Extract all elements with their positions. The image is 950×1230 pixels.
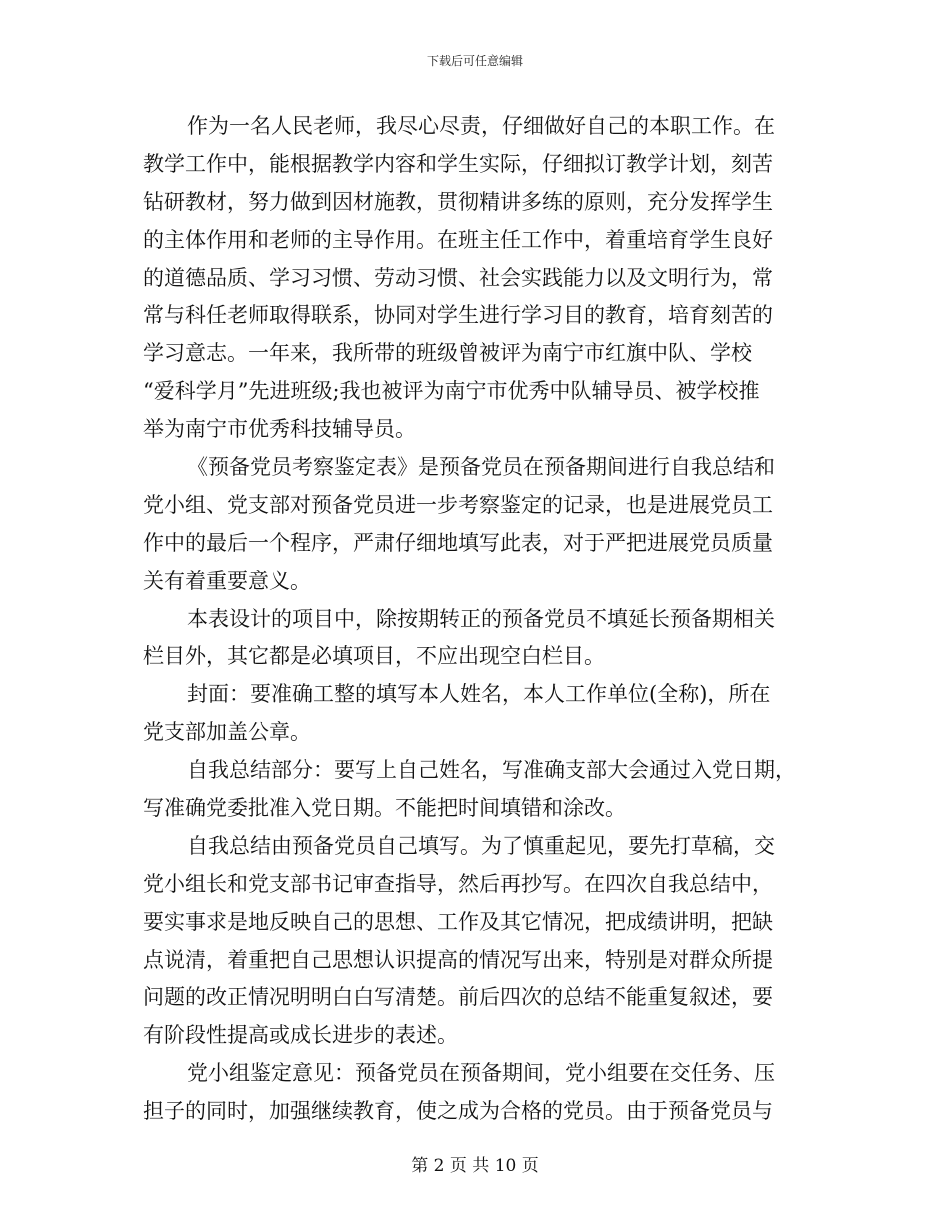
paragraph-line: 封面：要准确工整的填写本人姓名，本人工作单位(全称)，所在 <box>187 682 771 707</box>
paragraph-line: 教学工作中，能根据教学内容和学生实际，仔细拟订教学计划，刻苦 <box>143 151 773 176</box>
paragraph-line: 的主体作用和老师的主导作用。在班主任工作中，着重培育学生良好 <box>143 227 773 252</box>
paragraph-line: 本表设计的项目中，除按期转正的预备党员不填延长预备期相关 <box>187 606 775 631</box>
paragraph-line: 关有着重要意义。 <box>143 568 311 593</box>
paragraph-line: 问题的改正情况明明白白写清楚。前后四次的总结不能重复叙述，要 <box>143 985 773 1010</box>
paragraph-line: 作为一名人民老师，我尽心尽责，仔细做好自己的本职工作。在 <box>187 114 775 138</box>
document-body <box>143 108 811 1131</box>
paragraph-line: 党小组长和党支部书记审查指导，然后再抄写。在四次自我总结中， <box>143 871 773 896</box>
page-number-footer: 第 2 页 共 10 页 <box>411 1156 539 1176</box>
paragraph-line: 钻研教材，努力做到因材施教，贯彻精讲多练的原则，充分发挥学生 <box>143 189 773 214</box>
paragraph-line: 栏目外，其它都是必填项目，不应出现空白栏目。 <box>143 644 605 669</box>
paragraph-line: 学习意志。一年来，我所带的班级曾被评为南宁市红旗中队、学校 <box>143 341 752 366</box>
paragraph-line: 点说清，着重把自己思想认识提高的情况写出来，特别是对群众所提 <box>143 947 773 972</box>
paragraph-line: 自我总结部分：要写上自己姓名，写准确支部大会通过入党日期， <box>187 758 796 783</box>
paragraph-line: 党小组、党支部对预备党员进一步考察鉴定的记录，也是进展党员工 <box>143 492 773 517</box>
paragraph-line: 《预备党员考察鉴定表》是预备党员在预备期间进行自我总结和 <box>187 455 775 480</box>
page-header: 下载后可任意编辑 <box>426 54 523 68</box>
paragraph-line: 党支部加盖公章。 <box>143 720 311 745</box>
paragraph-line: 写准确党委批准入党日期。不能把时间填错和涂改。 <box>143 796 626 821</box>
paragraph-line: 作中的最后一个程序，严肃仔细地填写此表，对于严把进展党员质量 <box>143 530 773 555</box>
paragraph-line: 的道德品质、学习习惯、劳动习惯、社会实践能力以及文明行为，常 <box>143 265 773 290</box>
paragraph-line: “爱科学月”先进班级;我也被评为南宁市优秀中队辅导员、被学校推 <box>143 379 760 404</box>
paragraph-line: 举为南宁市优秀科技辅导员。 <box>143 417 416 442</box>
paragraph-line: 自我总结由预备党员自己填写。为了慎重起见，要先打草稿，交 <box>187 833 775 858</box>
paragraph-line: 常与科任老师取得联系，协同对学生进行学习目的教育，培育刻苦的 <box>143 303 773 328</box>
paragraph-line: 要实事求是地反映自己的思想、工作及其它情况，把成绩讲明，把缺 <box>143 909 773 934</box>
paragraph-line: 党小组鉴定意见：预备党员在预备期间，党小组要在交任务、压 <box>187 1061 775 1086</box>
paragraph-line: 有阶段性提高或成长进步的表述。 <box>143 1023 458 1048</box>
paragraph-line: 担子的同时，加强继续教育，使之成为合格的党员。由于预备党员与 <box>143 1099 773 1124</box>
